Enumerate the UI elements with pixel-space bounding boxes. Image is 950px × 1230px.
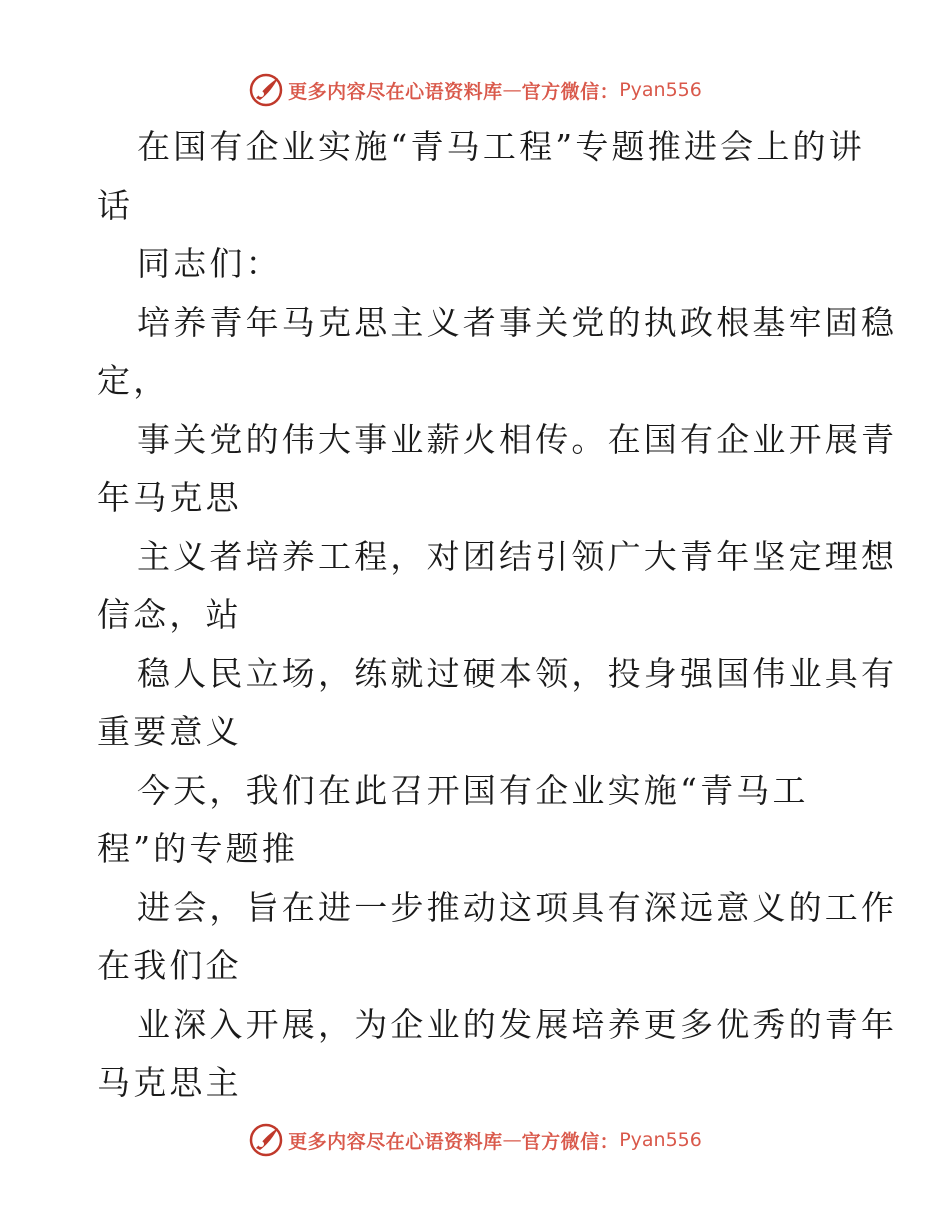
watermark-site-text: 更多内容尽在心语资料库 xyxy=(288,1130,503,1153)
watermark-wechat-id: Pyan556 xyxy=(619,1129,702,1151)
text-line: 培养青年马克思主义者事关党的执政根基牢固稳 xyxy=(137,302,898,342)
footer-watermark xyxy=(0,1120,950,1160)
text-line: 话 xyxy=(97,185,134,225)
text-line: 在我们企 xyxy=(97,946,242,985)
watermark-dash: — xyxy=(502,79,522,101)
text-line: 年马克思 xyxy=(97,478,242,517)
text-line: 今天，我们在此召开国有企业实施“青马工 xyxy=(137,770,809,810)
text-line: 定， xyxy=(97,361,170,400)
text-line: 在国有企业实施“青马工程”专题推进会上的讲 xyxy=(137,127,865,166)
text-line: 进会，旨在进一步推动这项具有深远意义的工作 xyxy=(137,887,898,927)
text-line: 同志们： xyxy=(137,244,282,283)
watermark-site-text: 更多内容尽在心语资料库 xyxy=(288,80,503,103)
header-watermark xyxy=(0,70,950,110)
watermark-wechat-id: Pyan556 xyxy=(619,79,702,101)
text-line: 稳人民立场，练就过硬本领，投身强国伟业具有 xyxy=(137,653,898,693)
text-line: 业深入开展，为企业的发展培养更多优秀的青年 xyxy=(137,1004,898,1044)
text-line: 主义者培养工程，对团结引领广大青年坚定理想 xyxy=(137,536,898,576)
text-line: 程”的专题推 xyxy=(97,829,299,868)
text-line: 重要意义 xyxy=(97,712,242,751)
text-line: 马克思主 xyxy=(97,1063,242,1102)
watermark-wechat-label: 官方微信： xyxy=(521,1130,620,1153)
document-body xyxy=(97,118,898,1113)
quill-logo-icon xyxy=(248,1122,284,1158)
watermark-wechat-label: 官方微信： xyxy=(521,80,620,103)
quill-logo-icon xyxy=(248,72,284,108)
text-line: 信念，站 xyxy=(97,595,242,634)
watermark-dash: — xyxy=(502,1129,522,1151)
text-line: 事关党的伟大事业薪火相传。在国有企业开展青 xyxy=(137,419,898,459)
